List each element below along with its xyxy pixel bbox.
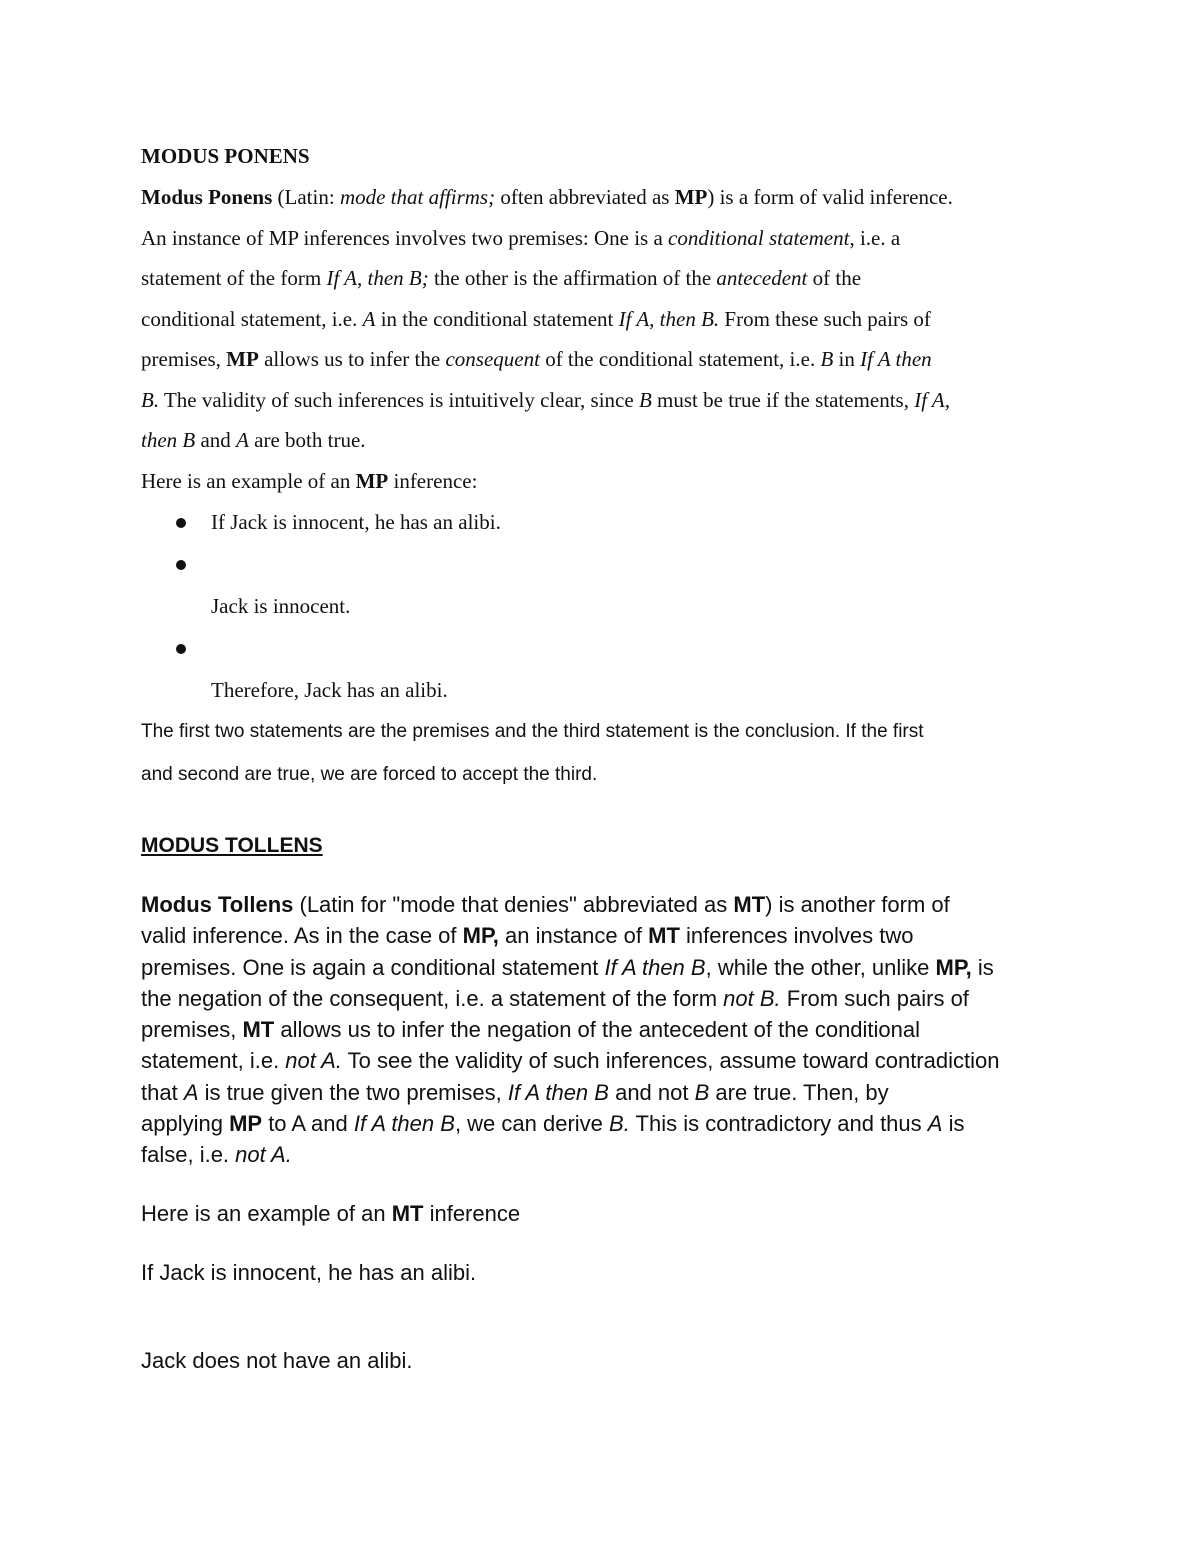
paragraph-line: statement of the form If A, then B; the other is the affirmation of the antecedent of the	[141, 266, 862, 290]
list-item: If Jack is innocent, he has an alibi.	[211, 510, 501, 534]
modus-ponens-heading: MODUS PONENS	[141, 144, 310, 168]
bullet-icon	[176, 518, 186, 528]
mt-example-intro: Here is an example of an MT inference	[141, 1201, 521, 1226]
paragraph-line: statement, i.e. not A. To see the validity of such inferences, assume toward contradiction	[141, 1048, 1000, 1073]
mt-example-line: Jack does not have an alibi.	[141, 1348, 413, 1373]
mp-example-intro: Here is an example of an MP inference:	[141, 469, 478, 493]
bullet-icon	[176, 644, 186, 654]
paragraph-line: premises, MP allows us to infer the consequent of the conditional statement, i.e. B in If A then	[141, 347, 932, 371]
mp-conclusion-line: and second are true, we are forced to accept the third.	[141, 764, 598, 785]
paragraph-line: An instance of MP inferences involves two premises: One is a conditional statement, i.e. a	[141, 226, 901, 250]
paragraph-line: B. The validity of such inferences is intuitively clear, since B must be true if the statements, If A,	[141, 388, 951, 412]
list-item: Jack is innocent.	[211, 594, 351, 618]
paragraph-line: conditional statement, i.e. A in the conditional statement If A, then B. From these such pairs of	[141, 307, 931, 331]
paragraph-line: premises, MT allows us to infer the negation of the antecedent of the conditional	[141, 1017, 921, 1042]
bullet-icon	[176, 560, 186, 570]
paragraph-line: valid inference. As in the case of MP, an instance of MT inferences involves two	[141, 923, 914, 948]
mt-example-line: If Jack is innocent, he has an alibi.	[141, 1260, 477, 1285]
paragraph-line: the negation of the consequent, i.e. a statement of the form not B. From such pairs of	[141, 986, 969, 1011]
paragraph-line: premises. One is again a conditional statement If A then B, while the other, unlike MP, is	[141, 955, 994, 980]
paragraph-line: that A is true given the two premises, If A then B and not B are true. Then, by	[141, 1080, 889, 1105]
modus-tollens-heading: MODUS TOLLENS	[141, 834, 323, 857]
list-item: Therefore, Jack has an alibi.	[211, 678, 448, 702]
paragraph-line: then B and A are both true.	[141, 428, 366, 452]
mp-conclusion-line: The first two statements are the premises and the third statement is the conclusion. If the first	[141, 721, 924, 742]
paragraph-line: Modus Tollens (Latin for "mode that denies" abbreviated as MT) is another form of	[141, 892, 950, 917]
paragraph-line: applying MP to A and If A then B, we can derive B. This is contradictory and thus A is	[141, 1111, 965, 1136]
paragraph-line: false, i.e. not A.	[141, 1142, 292, 1167]
paragraph-line: Modus Ponens (Latin: mode that affirms; often abbreviated as MP) is a form of valid inference.	[141, 185, 953, 209]
